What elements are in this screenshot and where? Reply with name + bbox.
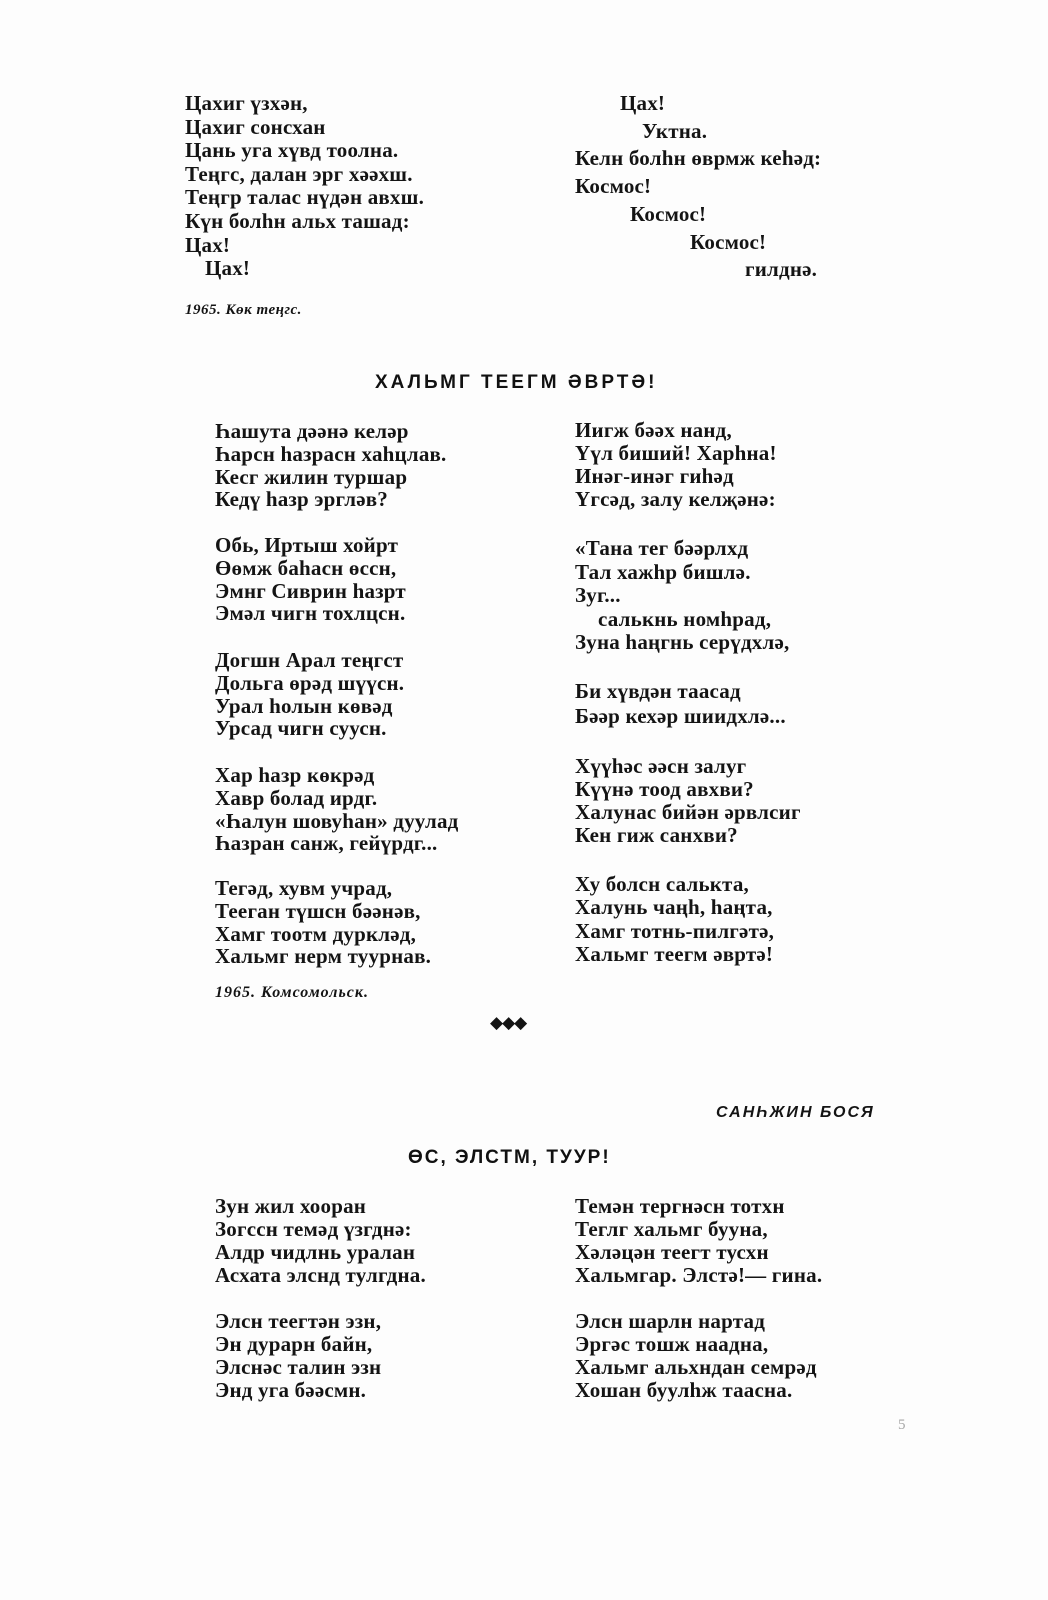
verse-line: Цань уга хүвд тоолна. (185, 138, 399, 163)
verse-line: Хамг тоотм дуркләд, (215, 921, 417, 946)
verse-line: Инәг-инәг гиһәд (575, 464, 734, 488)
verse-line: Иигж бәәх нанд, (575, 418, 732, 442)
verse-line: Асхата элснд тулгдна. (215, 1263, 426, 1287)
stanza (575, 679, 786, 729)
verse-line: Урал һолын көвәд (215, 693, 393, 718)
verse-line: Космос! (690, 229, 767, 254)
verse-line: Кесг жилин туршар (215, 464, 408, 489)
stanza (575, 419, 777, 511)
date-place-note: 1965. Көк теңгс. (185, 302, 302, 318)
verse-line: Тал хажһр бишлә. (575, 559, 751, 584)
stanza (215, 649, 404, 740)
verse-line: Хошан буулһж таасна. (575, 1378, 793, 1402)
verse-line: Эн дурарн байн, (215, 1332, 373, 1356)
verse-line: Алдр чидлнь уралан (215, 1240, 416, 1264)
stanza (215, 1310, 381, 1402)
verse-line: Хар һазр көкрәд (215, 763, 375, 787)
verse-line: Зуна һаңгнь серүдхлә, (575, 630, 790, 654)
verse-line: Өөмж баһасн өссн, (215, 555, 397, 580)
poem-title: ӨС, ЭЛСТМ, ТУУР! (408, 1147, 611, 1168)
stanza (215, 764, 459, 855)
verse-line: Бәәр кехәр шиидхлә... (575, 704, 786, 728)
stanza (215, 877, 431, 968)
verse-line: Цах! (205, 256, 251, 281)
verse-line: Элсн шарлн нартад (575, 1309, 766, 1333)
stanza (575, 537, 789, 655)
verse-line: Догшн Арал теңгст (215, 648, 404, 672)
verse-line: Кедү һазр эргләв? (215, 487, 388, 512)
verse-line: Келн болһн өврмж кеһәд: (575, 146, 822, 171)
verse-line: Кен гиж санхви? (575, 823, 738, 847)
verse-line: Ху болсн салькта, (575, 872, 749, 896)
verse-line: Күүнә тоод авхви? (575, 777, 754, 801)
verse-line: Хавр болад ирдг. (215, 785, 378, 810)
verse-line: Һазран санж, гейүрдг... (215, 831, 438, 856)
author-name: САНҺЖИН БОСЯ (716, 1104, 875, 1121)
stanza (215, 420, 447, 511)
verse-line: Һарсн һазрасн хаһцлав. (215, 441, 447, 466)
verse-line: «Һалун шовуһан» дуулад (215, 808, 459, 833)
verse-line: Обь, Иртыш хойрт (215, 533, 399, 557)
stanza (575, 873, 774, 966)
verse-line: Космос! (630, 201, 707, 226)
verse-line: салькнь номһрад, (598, 606, 772, 631)
verse-line: Халунь чаңһ, һаңта, (575, 895, 773, 920)
verse-line: Зуг... (575, 583, 621, 607)
verse-line: «Тана тег бәәрлхд (575, 536, 749, 560)
verse-line: Хүүһәс әәсн залуг (575, 754, 747, 778)
poem-ending-left-column (185, 92, 424, 281)
verse-line: Күн болһн альх ташад: (185, 208, 410, 233)
verse-line: Һашута дәәнә келәр (215, 419, 409, 443)
verse-line: Зогссн темәд үзгднә: (215, 1217, 412, 1241)
verse-line: Цах! (620, 91, 666, 115)
verse-line: Цахиг үзхән, (185, 91, 308, 115)
verse-line: Теглг хальмг бууна, (575, 1217, 768, 1241)
stanza (575, 1310, 817, 1402)
verse-line: Урсад чигн суусн. (215, 716, 387, 741)
verse-line: Эмнг Сиврин һазрт (215, 578, 406, 603)
verse-line: Үгсәд, залу келҗәнә: (575, 487, 776, 511)
verse-line: Цахиг сонсхан (185, 114, 326, 139)
verse-line: Хальмг теегм әвртә! (575, 941, 774, 966)
date-place-note: 1965. Комсомольск. (215, 984, 369, 1001)
page-number: 5 (898, 1417, 906, 1433)
verse-line: Зун жил хооран (215, 1194, 367, 1218)
verse-line: Теңгр талас нүдән авхш. (185, 185, 425, 210)
verse-line: Би хүвдән таасад (575, 679, 741, 703)
verse-line: Хамг тотнь-пилгәтә, (575, 918, 775, 943)
verse-line: Хәләцән теегт тусхн (575, 1240, 769, 1264)
verse-line: Хальмг альхндан семрәд (575, 1355, 817, 1379)
stanza (215, 534, 406, 625)
verse-line: Халунас бийән әрвлсиг (575, 800, 801, 824)
verse-line: Дольга өрәд шүүсн. (215, 670, 405, 695)
verse-line: Хальмгар. Элстә!— гина. (575, 1263, 823, 1287)
verse-line: Космос! (575, 174, 652, 199)
poem-ending-right-column (575, 90, 821, 284)
verse-line: Тееган түшсн бәәнәв, (215, 898, 421, 923)
stanza (215, 1195, 426, 1287)
verse-line: Хальмг нерм туурнав. (215, 944, 432, 969)
verse-line: Теңгс, далан эрг хәәхш. (185, 161, 413, 186)
ornament-separator: ◆◆◆ (490, 1013, 527, 1033)
verse-line: Эргәс тошж наадна, (575, 1332, 769, 1356)
poem-title: ХАЛЬМГ ТЕЕГМ ӘВРТӘ! (375, 372, 658, 393)
verse-line: Элснәс талин эзн (215, 1355, 382, 1379)
verse-line: Эмәл чигн тохлцсн. (215, 601, 406, 626)
verse-line: Энд уга бәәсмн. (215, 1378, 367, 1402)
verse-line: Цах! (185, 232, 231, 257)
verse-line: Үүл биший! Харһна! (575, 441, 777, 465)
verse-line: гилднә. (745, 257, 818, 282)
stanza (575, 755, 801, 847)
verse-line: Элсн теегтән эзн, (215, 1309, 382, 1333)
stanza (575, 1195, 822, 1287)
verse-line: Темән тергнәсн тотхн (575, 1194, 785, 1218)
verse-line: Тегәд, хувм учрад, (215, 876, 393, 900)
verse-line: Уктна. (642, 118, 708, 143)
